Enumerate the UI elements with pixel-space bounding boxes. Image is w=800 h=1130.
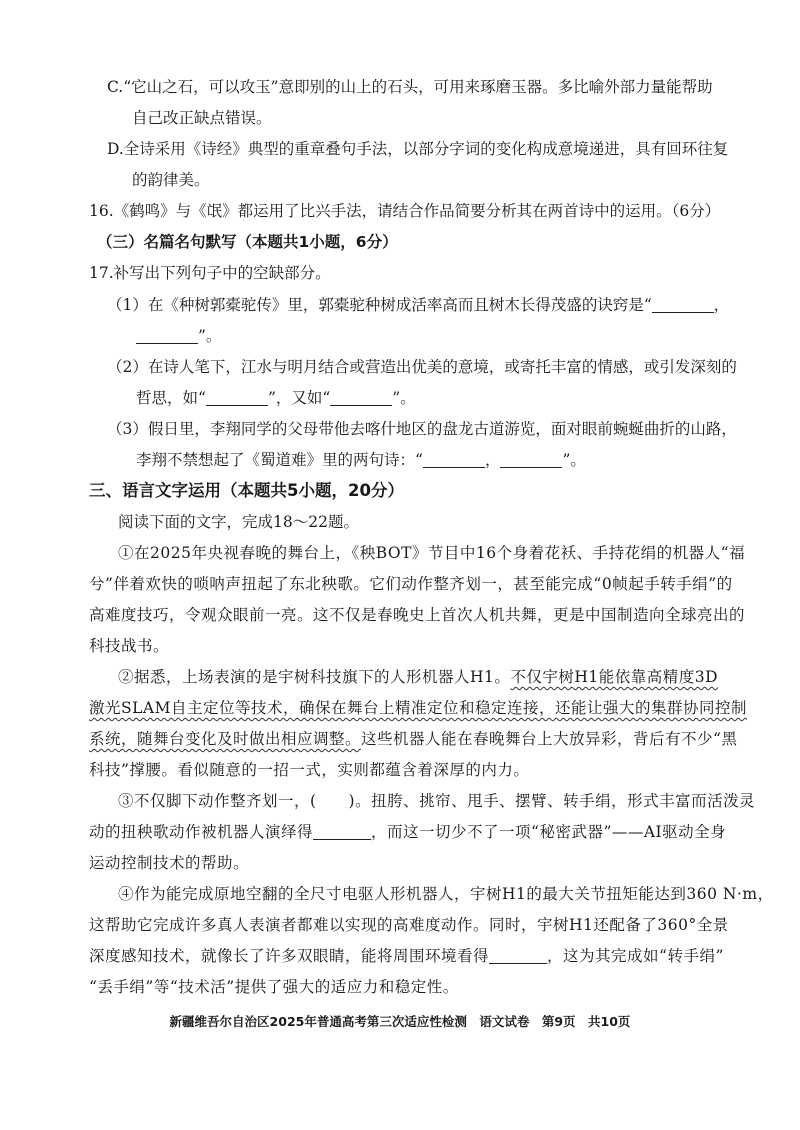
q17-item3-line1: （3）假日里，李翔同学的父母带他去喀什地区的盘龙古道游览，面对眼前蜿蜒曲折的山路， bbox=[107, 420, 737, 438]
paragraph-1-line2: 兮”伴着欢快的唢呐声扭起了东北秧歌。它们动作整齐划一，甚至能完成“0帧起手转手绢”的 bbox=[89, 575, 733, 593]
paragraph-3-line2 bbox=[89, 820, 726, 844]
q17-item2-text: 哲思，如“ bbox=[136, 389, 206, 407]
question-16: 16.《鹤鸣》与《氓》都运用了比兴手法，请结合作品简要分析其在两首诗中的运用。（6分） bbox=[89, 202, 721, 220]
q17-item2-text-b: ”，又如“ bbox=[267, 389, 331, 407]
reading-intro: 阅读下面的文字，完成18～22题。 bbox=[118, 513, 359, 531]
section-title-mingpian: （三）名篇名句默写（本题共1小题，6分） bbox=[97, 233, 398, 251]
paragraph-1-line3: 高难度技巧，令观众眼前一亮。这不仅是春晚史上首次人机共舞，更是中国制造向全球亮出的 bbox=[89, 606, 746, 624]
q17-item1-line2 bbox=[136, 324, 221, 348]
q17-item1-text: （1）在《种树郭橐驼传》里，郭橐驼种树成活率高而且树木长得茂盛的诀窍是“ bbox=[107, 296, 652, 314]
option-c-line2: 自己改正缺点错误。 bbox=[132, 109, 272, 127]
option-d-line2: 的韵律美。 bbox=[132, 171, 210, 189]
punctuation: ”。 bbox=[392, 389, 416, 407]
answer-blank[interactable] bbox=[330, 389, 392, 406]
q17-item2-line1: （2）在诗人笔下，江水与明月结合或营造出优美的意境，或寄托丰富的情感，或引发深刻的 bbox=[107, 358, 737, 376]
punctuation: ， bbox=[484, 451, 501, 469]
paragraph-3-line3: 运动控制技术的帮助。 bbox=[89, 854, 250, 872]
paragraph-2-text: ②据悉，上场表演的是宇树科技旗下的人形机器人H1。 bbox=[118, 668, 511, 686]
answer-blank[interactable] bbox=[489, 947, 547, 964]
paragraph-2-line3 bbox=[89, 727, 737, 751]
question-17-stem: 17.补写出下列句子中的空缺部分。 bbox=[89, 264, 331, 282]
paragraph-1-line4: 科技战书。 bbox=[89, 637, 170, 655]
paragraph-2-line4: 科技”撑腰。看似随意的一招一式，实则都蕴含着深厚的内力。 bbox=[89, 761, 530, 779]
paragraph-4-line2: 这帮助它完成许多真人表演者都难以实现的高难度动作。同时，宇树H1还配备了360°全景 bbox=[89, 916, 729, 934]
answer-blank[interactable] bbox=[313, 823, 371, 840]
answer-blank[interactable] bbox=[652, 296, 714, 313]
paragraph-3-text-b: ，而这一切少不了一项“秘密武器”——AI驱动全身 bbox=[371, 823, 727, 841]
option-d-line1: D.全诗采用《诗经》典型的重章叠句手法，以部分字词的变化构成意境递进，具有回环往复 bbox=[107, 140, 729, 158]
wavy-underlined-sentence: 激光SLAM自主定位等技术，确保在舞台上精准定位和稳定连接，还能让强大的集群协同控制 bbox=[89, 699, 747, 717]
wavy-underlined-sentence: 系统，随舞台变化及时做出相应调整。 bbox=[89, 730, 362, 748]
answer-blank[interactable] bbox=[136, 327, 198, 344]
paragraph-4-line1: ④作为能完成原地空翻的全尺寸电驱人形机器人，宇树H1的最大关节扭矩能达到360 N·m， bbox=[118, 885, 774, 903]
paragraph-4-line4: “丢手绢”等“技术活”提供了强大的适应力和稳定性。 bbox=[89, 978, 459, 996]
option-c-line1: C.“它山之石，可以攻玉”意即别的山上的石头，可用来琢磨玉器。多比喻外部力量能帮助 bbox=[107, 78, 713, 96]
q17-item2-line2 bbox=[136, 386, 416, 410]
paragraph-1-line1: ①在2025年央视春晚的舞台上，《秧BOT》节目中16个身着花袄、手持花绢的机器人“福 bbox=[118, 544, 746, 562]
q17-item3-line2 bbox=[136, 448, 586, 472]
q17-item3-text: 李翔不禁想起了《蜀道难》里的两句诗：“ bbox=[136, 451, 423, 469]
paragraph-2-text: 这些机器人能在春晚舞台上大放异彩，背后有不少“黑 bbox=[361, 730, 738, 748]
answer-blank[interactable] bbox=[423, 451, 485, 468]
page-footer: 新疆维吾尔自治区2025年普通高考第三次适应性检测 语文试卷 第9页 共10页 bbox=[169, 1014, 631, 1029]
q17-item1-line1 bbox=[107, 293, 729, 317]
paragraph-4-text-b: ，这为其完成如“转手绢” bbox=[547, 947, 724, 965]
answer-blank[interactable] bbox=[500, 451, 562, 468]
answer-blank[interactable] bbox=[206, 389, 268, 406]
paragraph-2-line2 bbox=[89, 696, 747, 720]
punctuation: ， bbox=[713, 296, 730, 314]
wavy-underlined-sentence: 不仅宇树H1能依靠高精度3D bbox=[510, 668, 719, 686]
paragraph-2-line1 bbox=[118, 665, 718, 689]
punctuation: ”。 bbox=[198, 327, 222, 345]
paragraph-3-line1: ③不仅脚下动作整齐划一，( )。扭胯、挑帘、甩手、摆臂、转手绢，形式丰富而活泼灵 bbox=[118, 792, 756, 810]
punctuation: ”。 bbox=[562, 451, 586, 469]
section-title-part3: 三、语言文字运用（本题共5小题，20分） bbox=[89, 481, 404, 500]
paragraph-4-line3 bbox=[89, 944, 724, 968]
paragraph-4-text: 深度感知技术，就像长了许多双眼睛，能将周围环境看得 bbox=[89, 947, 490, 965]
paragraph-3-text: 动的扭秧歌动作被机器人演绎得 bbox=[89, 823, 314, 841]
